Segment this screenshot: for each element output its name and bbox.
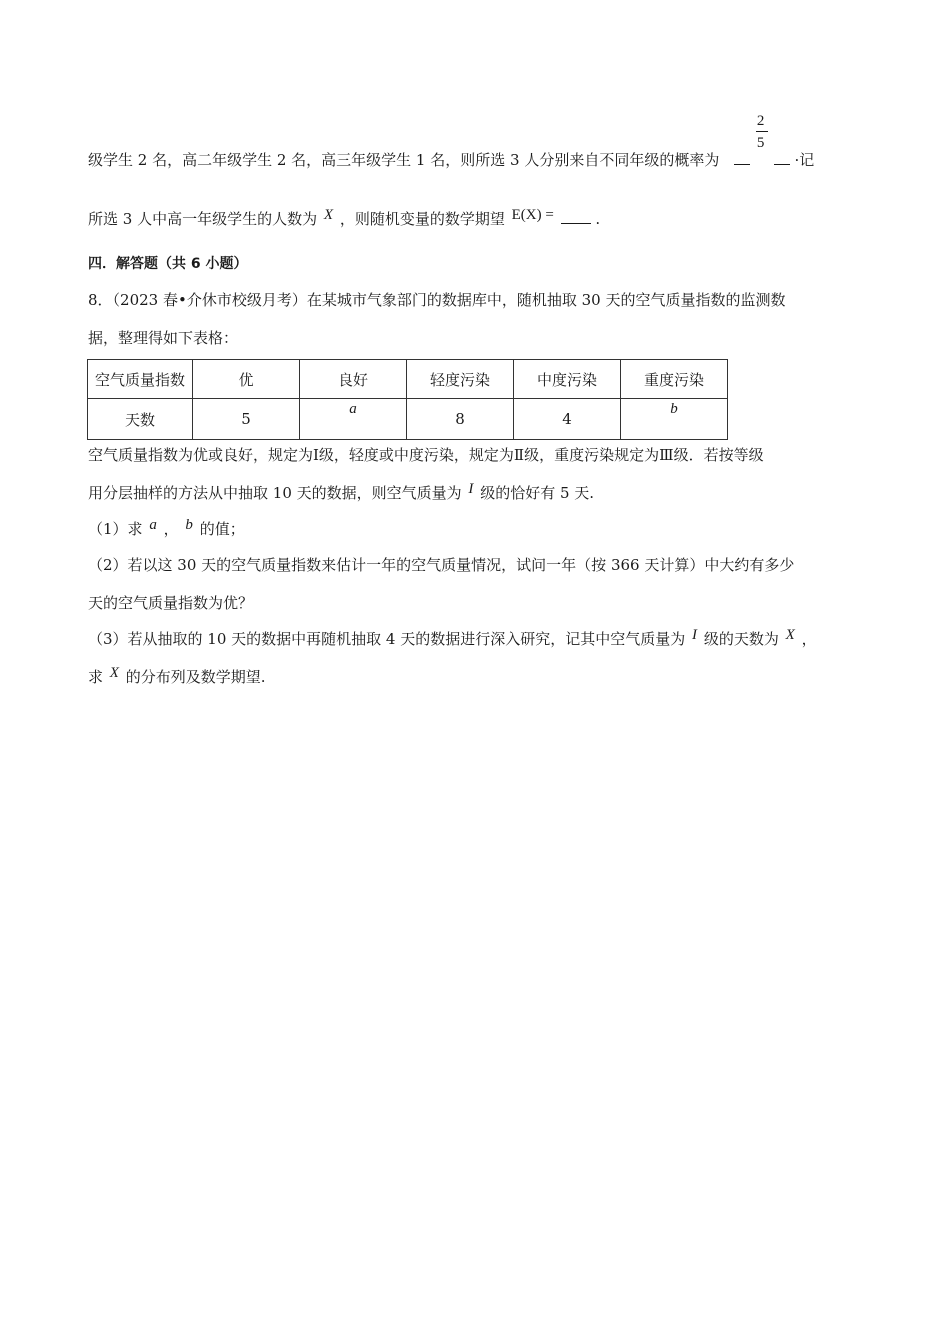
- var-a: a: [149, 517, 157, 533]
- p1-post: 的值；: [199, 520, 245, 538]
- q7-line2-pre: 所选 3 人中高一年级学生的人数为: [88, 210, 318, 228]
- var-x: X: [323, 207, 334, 223]
- table-cell: 重度污染: [621, 360, 728, 399]
- table-cell: 空气质量指数: [88, 360, 193, 399]
- p3-line1-mid: 级的天数为: [703, 630, 779, 648]
- answer-blank-left: [734, 150, 750, 165]
- q7-line1-text: 级学生 2 名，高二年级学生 2 名，高三年级学生 1 名，则所选 3 人分别来自不同年级的概率为: [88, 151, 720, 169]
- expectation-blank: [561, 209, 591, 224]
- q8-part-3-line-1: [88, 629, 817, 650]
- table-cell: 4: [514, 399, 621, 440]
- q8-part-2-line-2: 天的空气质量指数为优？: [88, 594, 254, 612]
- table-cell: 8: [407, 399, 514, 440]
- q7-line-1: [88, 113, 815, 170]
- p3-line1-pre: （3）若从抽取的 10 天的数据中再随机抽取 4 天的数据进行深入研究，记其中空气质量为: [88, 630, 686, 648]
- fraction-bar: [756, 131, 768, 132]
- q8-intro-line-2: 据，整理得如下表格：: [88, 329, 239, 347]
- var-b: b: [185, 517, 193, 533]
- level-i: I: [468, 481, 474, 497]
- table-cell: a: [300, 399, 407, 440]
- q8-desc-line2-pre: 用分层抽样的方法从中抽取 10 天的数据，则空气质量为: [88, 484, 462, 502]
- q8-intro-line-1: 8．（2023 春•介休市校级月考）在某城市气象部门的数据库中，随机抽取 30 天的空气质量指数的监测数: [88, 291, 786, 309]
- table-cell: 轻度污染: [407, 360, 514, 399]
- table-cell: 天数: [88, 399, 193, 440]
- p1-sep: ，: [163, 520, 179, 538]
- answer-fraction: [755, 113, 769, 165]
- section-title: 四．解答题（共 6 小题）: [88, 256, 248, 272]
- q7-line2-end: .: [595, 210, 601, 228]
- p3-line2-post: 的分布列及数学期望.: [125, 668, 266, 686]
- table-cell: b: [621, 399, 728, 440]
- q7-line2-mid: ，则随机变量的数学期望: [339, 210, 505, 228]
- air-quality-table: [87, 359, 728, 440]
- answer-blank-right: [774, 150, 790, 165]
- table-header-row: [88, 360, 728, 399]
- table-cell: 优: [193, 360, 300, 399]
- q8-part-3-line-2: [88, 667, 266, 688]
- q8-desc-line-2: [88, 483, 594, 504]
- table-row: [88, 399, 728, 440]
- fraction-denominator: 5: [756, 135, 765, 151]
- p3-line1-end: ，: [801, 630, 817, 648]
- q8-part-2-line-1: （2）若以这 30 天的空气质量指数来估计一年的空气质量情况，试问一年（按 366 天计算）中大约有多少: [88, 556, 795, 574]
- q7-line-2: [88, 209, 600, 230]
- q7-line1-tail: ·记: [794, 151, 815, 169]
- q8-part-1: [88, 519, 245, 540]
- expectation-expression: E(X) =: [511, 207, 554, 223]
- p1-pre: （1）求: [88, 520, 143, 538]
- table-cell: 中度污染: [514, 360, 621, 399]
- table-cell: 良好: [300, 360, 407, 399]
- fraction-numerator: 2: [756, 113, 765, 129]
- q8-desc-line2-post: 级的恰好有 5 天.: [480, 484, 595, 502]
- p3-level-i: I: [692, 627, 698, 643]
- p3-var-x: X: [785, 627, 795, 643]
- q8-desc-line-1: 空气质量指数为优或良好，规定为Ⅰ级，轻度或中度污染，规定为Ⅱ级，重度污染规定为Ⅲ级．若按等级: [88, 446, 764, 464]
- p3-line2-pre: 求: [88, 668, 104, 686]
- p3-line2-var-x: X: [109, 665, 119, 681]
- table-cell: 5: [193, 399, 300, 440]
